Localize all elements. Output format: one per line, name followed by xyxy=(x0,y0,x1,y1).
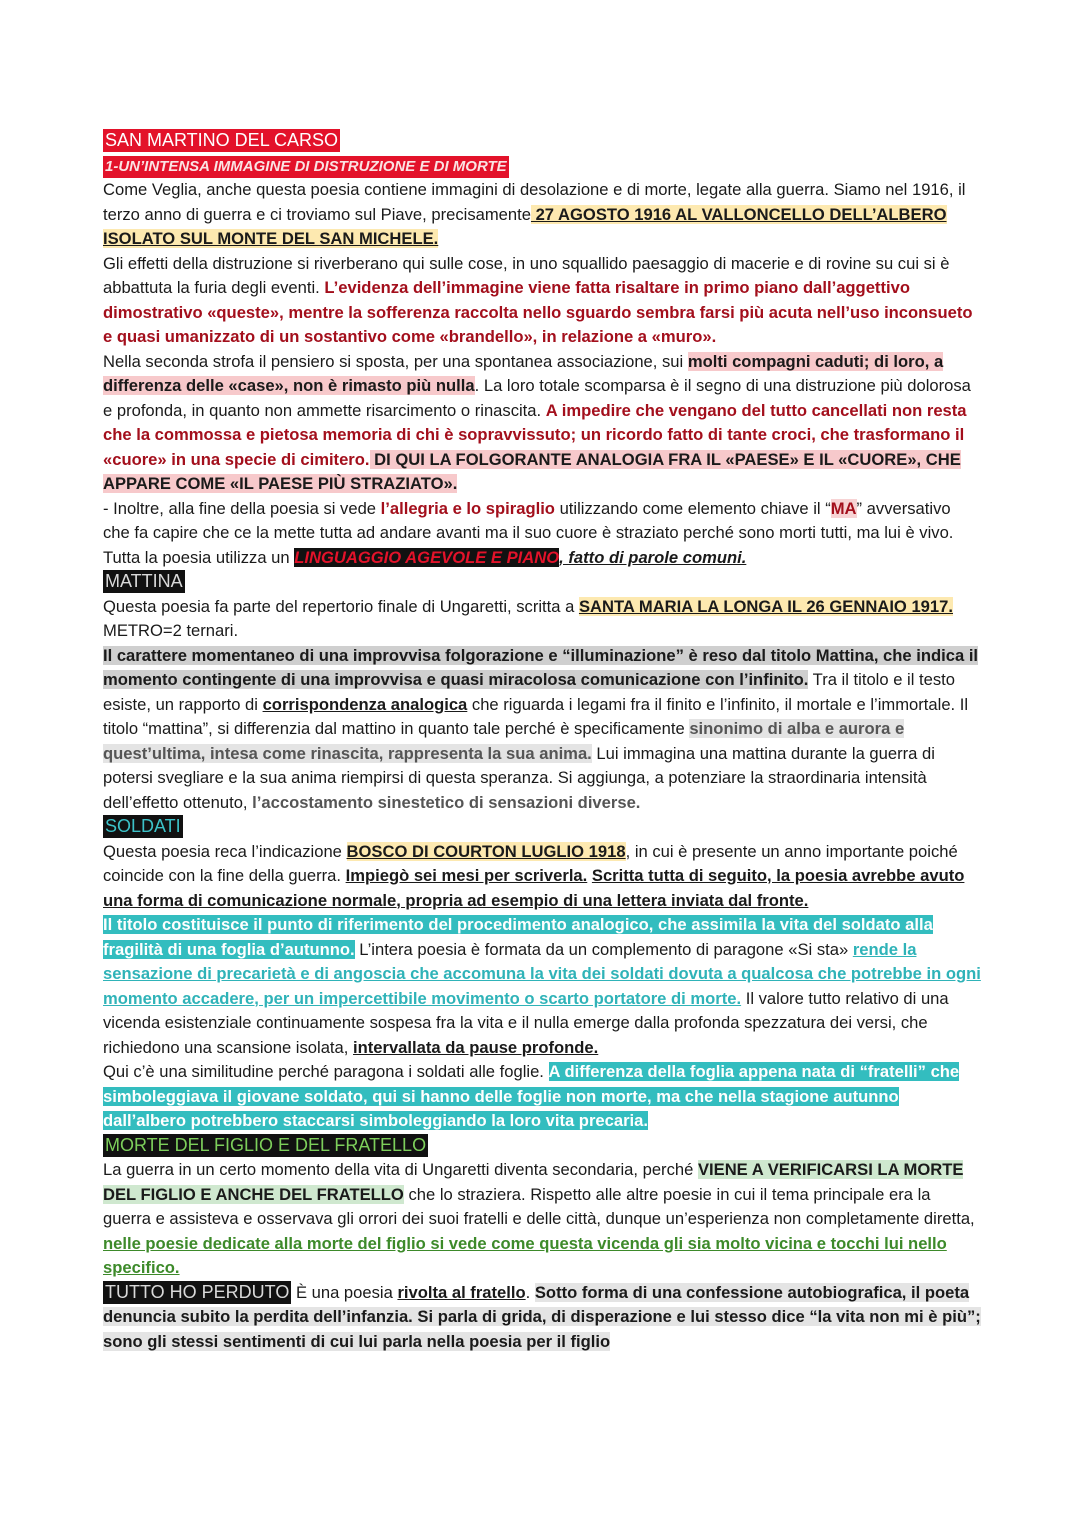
text: . xyxy=(525,1282,535,1302)
section-tutto-ho-perduto xyxy=(103,1281,981,1355)
highlight-text: Sotto forma di una confessione autobiografica, il poeta denuncia subito la perdita dell’infanzia. Si parla di grida, di disperazione e lui stesso dice “la vita non mi è più”; sono gli stessi sentimenti di cui lui parla nella poesia per il figlio xyxy=(103,1282,981,1351)
text: utilizzando come elemento chiave il “ xyxy=(554,498,831,518)
section-title: MATTINA xyxy=(105,571,183,591)
text: ” avversativo che fa capire che ce la mette tutta ad andare avanti ma il suo cuore è straziato perché sono morti tutti, ma lui è vivo. Tutta la poesia utilizza un xyxy=(103,498,954,567)
document-page xyxy=(103,129,981,1354)
text: L’intera poesia è formata da un complemento di paragone «Si sta» xyxy=(354,939,853,959)
text: Questa poesia fa parte del repertorio finale di Ungaretti, scritta a xyxy=(103,596,579,616)
paragraph xyxy=(103,1060,981,1134)
highlight-date: 27 AGOSTO 1916 AL VALLONCELLO DELL’ALBERO ISOLATO SUL MONTE DEL SAN MICHELE. xyxy=(103,204,947,248)
emphasis-text: intervallata da pause profonde. xyxy=(353,1037,599,1057)
text: che riguarda i legami fra il finito e l’infinito, il mortale e l’immortale. Il titolo “mattina”, si differenzia dal mattino in quanto tale perché è specificamente xyxy=(103,694,969,738)
paragraph xyxy=(103,840,981,914)
text: METRO=2 ternari. xyxy=(103,621,239,640)
highlight-text: molti compagni caduti; di loro, a differenza delle «case», non è rimasto più nulla xyxy=(103,351,944,395)
highlight-text: A differenza della foglia appena nata di “fratelli” che simboleggiava il giovane soldato, qui si hanno delle foglie non morte, ma che nella stagione autunno dall’albero potrebbero staccarsi simboleggiando la loro vita precaria. xyxy=(103,1062,960,1130)
section-mattina xyxy=(103,570,981,815)
text: che lo straziera. Rispetto alle altre poesie in cui il tema principale era la guerra e assisteva e osservava gli orrori dei suoi fratelli e delle città, dunque un’esperienza non completamente diretta, xyxy=(103,1184,975,1228)
text: Gli effetti della distruzione si riverberano qui sulle cose, in uno squallido paesaggio di macerie e di rovine su cui si è abbattuta la furia degli eventi. xyxy=(103,253,950,297)
paragraph xyxy=(103,350,981,497)
text: - Inoltre, alla fine della poesia si vede xyxy=(103,498,381,518)
emphasis-text: rivolta al fratello xyxy=(397,1282,526,1302)
emphasis-text: corrispondenza analogica xyxy=(262,694,468,714)
text: . La loro totale scomparsa è il segno di una distruzione più dolorosa e profonda, in quanto non ammette risarcimento o rinascita. xyxy=(103,376,971,420)
emphasis-text: nelle poesie dedicate alla morte del figlio si vede come questa vicenda gli sia molto vicina e tocchi lui nello specifico. xyxy=(103,1233,947,1277)
text: Lui immagina una mattina durante la guerra di potersi svegliare e la sua anima riempirsi di questa speranza. Si aggiunga, a potenziare la straordinaria intensità dell’effetto ottenuto, xyxy=(103,743,935,812)
paragraph xyxy=(103,913,981,1060)
highlight-text: DI QUI LA FOLGORANTE ANALOGIA FRA IL «PAESE» E IL «CUORE», CHE APPARE COME «IL PAESE PIÙ STRAZIATO». xyxy=(103,449,961,493)
highlight-date: SANTA MARIA LA LONGA IL 26 GENNAIO 1917. xyxy=(578,596,953,616)
emphasis-text: , fatto di parole comuni. xyxy=(559,547,747,567)
highlight-text: MA xyxy=(830,498,857,518)
emphasis-text: Impiegò sei mesi per scriverla. xyxy=(345,866,588,885)
section-title: SOLDATI xyxy=(105,816,181,836)
emphasis-text: l’accostamento sinestetico di sensazioni diverse. xyxy=(252,792,641,812)
text: Come Veglia, anche questa poesia contiene immagini di desolazione e di morte, legate alla guerra. Siamo nel 1916, il terzo anno di guerra e ci troviamo sul Piave, precisamente xyxy=(103,180,966,224)
section-morte-figlio-fratello xyxy=(103,1134,981,1281)
paragraph xyxy=(103,178,981,252)
highlight-date: BOSCO DI COURTON LUGLIO 1918 xyxy=(346,841,626,861)
paragraph xyxy=(103,1281,981,1355)
emphasis-text: A impedire che vengano del tutto cancellati non resta che la commossa e pietosa memoria di chi è sopravvissuto; un ricordo fatto di tante croci, che trasformano il «cuore» in una specie di cimitero. xyxy=(103,400,967,469)
text: Questa poesia reca l’indicazione xyxy=(103,841,347,861)
highlight-text: sinonimo di alba e aurora e quest’ultima, intesa come rinascita, rappresenta la sua anima. xyxy=(103,719,905,763)
emphasis-text: Scritta tutta di seguito, la poesia avrebbe avuto una forma di comunicazione normale, propria ad esempio di una lettera inviata dal fronte. xyxy=(103,866,965,910)
highlight-text: LINGUAGGIO AGEVOLE E PIANO xyxy=(294,547,560,567)
section-title: SAN MARTINO DEL CARSO xyxy=(105,130,339,150)
paragraph xyxy=(103,497,981,571)
text: Tra il titolo e il testo esiste, un rapporto di xyxy=(103,670,955,714)
highlight-text: Il carattere momentaneo di una improvvisa folgorazione e “illuminazione” è reso dal titolo Mattina, che indica il momento contingente di una improvvisa e quasi miracolosa comunicazione con l’infinito. xyxy=(103,645,979,689)
section-subtitle: 1-UN’INTENSA IMMAGINE DI DISTRUZIONE E DI MORTE xyxy=(103,156,509,178)
paragraph xyxy=(103,252,981,350)
text: La guerra in un certo momento della vita di Ungaretti diventa secondaria, perché xyxy=(103,1160,698,1179)
emphasis-text: L’evidenza dell’immagine viene fatta risaltare in primo piano dall’aggettivo dimostrativo «queste», mentre la sofferenza raccolta nello sguardo sembra farsi più acuta nell’uso inconsueto e quasi umanizzato di un sostantivo come «brandello», in relazione a «muro». xyxy=(103,278,973,346)
emphasis-text: l’allegria e lo spiraglio xyxy=(380,498,555,518)
section-san-martino xyxy=(103,129,981,570)
section-soldati xyxy=(103,815,981,1134)
section-title: TUTTO HO PERDUTO xyxy=(105,1281,290,1302)
paragraph xyxy=(103,644,981,816)
text: Il valore tutto relativo di una vicenda esistenziale continuamente sospesa fra la vita e il nulla emerge dalla profonda spezzatura dei versi, che richiedono una scansione isolata, xyxy=(103,988,949,1057)
paragraph xyxy=(103,595,981,644)
text: Nella seconda strofa il pensiero si sposta, per una spontanea associazione, sui xyxy=(103,351,688,371)
highlight-text: VIENE A VERIFICARSI LA MORTE DEL FIGLIO E ANCHE DEL FRATELLO xyxy=(103,1160,964,1204)
text: È una poesia xyxy=(291,1282,398,1302)
emphasis-text: rende la sensazione di precarietà e di angoscia che accomuna la vita dei soldati dovuta a qualcosa che potrebbe in ogni momento accadere, per un impercettibile movimento o scarto portatore di morte. xyxy=(103,939,981,1008)
text: , in cui è presente un anno importante poiché coincide con la fine della guerra. xyxy=(103,841,958,885)
section-title: MORTE DEL FIGLIO E DEL FRATELLO xyxy=(105,1134,427,1155)
paragraph xyxy=(103,1158,981,1281)
text: Qui c’è una similitudine perché paragona i soldati alle foglie. xyxy=(103,1062,549,1081)
highlight-text: Il titolo costituisce il punto di riferimento del procedimento analogico, che assimila la vita del soldato alla fragilità di una foglia d’autunno. xyxy=(103,915,933,959)
